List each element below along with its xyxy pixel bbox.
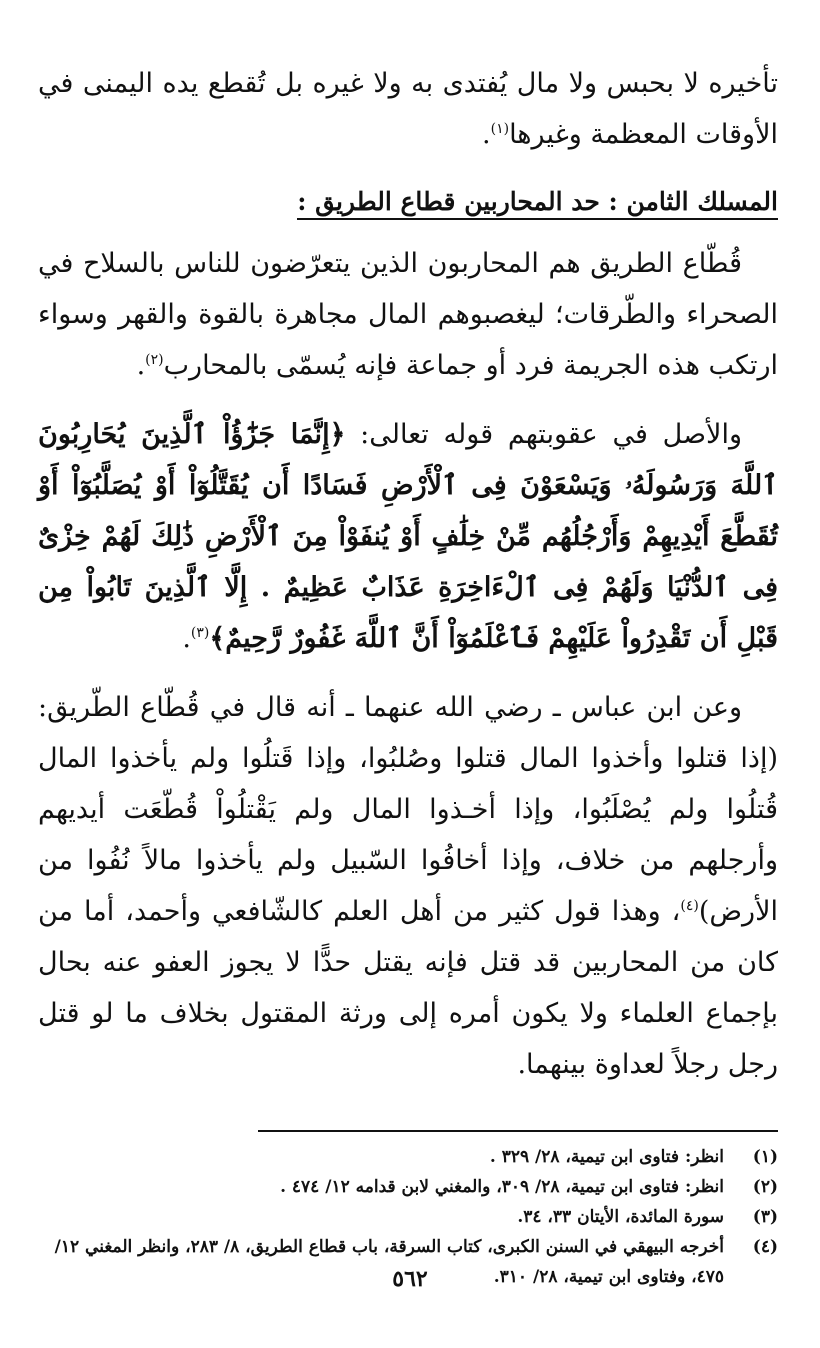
footnote-ref: (٣) [190,625,210,641]
footnote-number: (٣) [752,1207,778,1227]
quran-verse: ﴿إِنَّمَا جَزَٰٓؤُاْ ٱلَّذِينَ يُحَارِبُونَ ٱللَّهَ وَرَسُولَهُۥ وَيَسْعَوْنَ فِى ٱلْأَرْضِ فَسَادًا أَن يُقَتَّلُوٓاْ أَوْ يُصَلَّبُوٓاْ أَوْ تُقَطَّعَ أَيْدِيهِمْ وَأَرْجُلُهُم مِّنْ خِلَٰفٍ أَوْ يُنفَوْاْ مِنَ ٱلْأَرْضِ ذَٰلِكَ لَهُمْ خِزْىٌ فِى ٱلدُّنْيَا وَلَهُمْ فِى ٱلْءَاخِرَةِ عَذَابٌ عَظِيمٌ . إِلَّا ٱلَّذِينَ تَابُواْ مِن قَبْلِ أَن تَقْدِرُواْ عَلَيْهِمْ فَٱعْلَمُوٓاْ أَنَّ ٱللَّهَ غَفُورٌ رَّحِيمٌ﴾ [38,419,778,654]
footnote-ref: (٤) [680,898,699,914]
paragraph-narration [38,682,778,1090]
paragraph-definition [38,238,778,391]
page-number: ٥٦٢ [392,1266,428,1292]
paragraph-text: ، وهذا قول كثير من أهل العلم كالشّافعي وأحمد، أما من كان من المحاربين قد قتل فإنه يقتل حدًّا لا يجوز العفو عنه بحال بإجماع العلماء ولا يكون أمره إلى ورثة المقتول بخلاف ما لو قتل رجل رجلاً لعداوة بينهما. [38,896,778,1080]
paragraph-continuation [38,58,778,160]
footnote-number: (٢) [752,1177,778,1197]
footnote-item [38,1202,778,1232]
footnote-divider [258,1130,778,1132]
footnote-item [38,1142,778,1172]
paragraph-text: قُطّاع الطريق هم المحاربون الذين يتعرّضون للناس بالسلاح في الصحراء والطّرقات؛ ليغصبوهم المال مجاهرة بالقوة والقهر وسواء ارتكب هذه الجريمة فرد أو جماعة فإنه يُسمّى بالمحارب [38,248,778,381]
footnote-text: أخرجه البيهقي في السنن الكبرى، كتاب السرقة، باب قطاع الطريق، ٨/ ٢٨٣، وانظر المغني ١٢/ ٤٧٥، وفتاوى ابن تيمية، ٢٨/ ٣١٠. [54,1237,724,1287]
paragraph-quran [38,409,778,664]
footnote-text: انظر: فتاوى ابن تيمية، ٢٨/ ٣٢٩ . [489,1147,724,1167]
footnote-text: سورة المائدة، الأيتان ٣٣، ٣٤. [517,1207,724,1227]
paragraph-end: . [482,119,491,150]
footnote-number: (١) [752,1147,778,1167]
paragraph-text: تأخيره لا بحبس ولا مال يُفتدى به ولا غيره بل تُقطع يده اليمنى في الأوقات المعظمة وغيرها [38,68,778,150]
paragraph-text: وعن ابن عباس ـ رضي الله عنهما ـ أنه قال في قُطّاع الطّريق: (إذا قتلوا وأخذوا المال قتلوا وصُلبُوا، وإذا قَتلُوا ولم يأخذوا المال قُتلُوا ولم يُصْلَبُوا، وإذا أخـذوا المال ولم يَقْتلُواْ قُطّعَت أيديهم وأرجلهم من خلاف، وإذا أخافُوا السّبيل ولم يأخذوا مالاً نُفُوا من الأرض) [38,692,778,927]
section-heading-text: المسلك الثامن : حد المحاربين قطاع الطريق : [297,187,778,220]
footnote-number: (٤) [752,1237,778,1257]
footnote-text: انظر: فتاوى ابن تيمية، ٢٨/ ٣٠٩، والمغني لابن قدامه ١٢/ ٤٧٤ . [280,1177,724,1197]
footnote-ref: (١) [490,121,510,137]
footnote-ref: (٢) [145,352,164,368]
footnote-item [38,1172,778,1202]
paragraph-end: . [136,350,146,381]
section-heading [38,180,778,224]
paragraph-end: . [182,623,191,654]
paragraph-text: والأصل في عقوبتهم قوله تعالى: [345,419,742,450]
